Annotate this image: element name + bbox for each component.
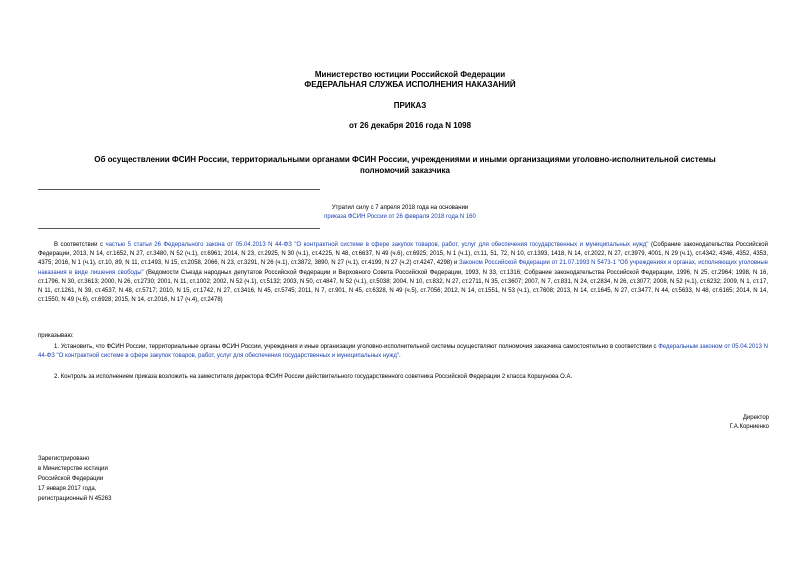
order-item-1: [38, 343, 768, 361]
registration-line2: в Министерстве юстиции: [38, 466, 108, 472]
preamble-text-2: (Собрание законодательства Российской Федерации, 2013, N 14, ст.1652, N 27, ст.3480, N 52 (ч.1), ст.6961; 2014, N 23, ст.2925, N 30 (ч.1), ст.4225, N 48, ст.6637, N 49 (ч.6), ст.6925; 2015, N 1 (ч.1), ст.11, 51, 72, N 10, ст.1393, 1418, N 14, ст.2022, N 27, ст.3979, 4001, N 29 (ч.1), ст.4342, 4346, 4352, 4353, 4375; 2016, N 1 (ч.1), ст.10, 89, N 11, ст.1493, N 15, ст.2058, 2066, N 23, ст.3291, N 26 (ч.1), ст.3872, 3890, N 27 (ч.1), ст.4199, N 27 (ч.2) ст.4247, 4298) и: [38, 242, 768, 267]
preamble-text-3: (Ведомости Съезда народных депутатов Российской Федерации и Верховного Совета Российской Федерации, 1993, N 33, ст.1316; Собрание законодательства Российской Федерации, 1996, N 25, ст.2964; 1998, N 16, ст.1796, N 30, ст.3613; 2000, N 26, ст.2730; 2001, N 11, ст.1002; 2002, N 52 (ч.1), ст.5132; 2003, N 50, ст.4847, N 52 (ч.1), ст.5038; 2004, N 10, ст.832, N 27, ст.2711, N 35, ст.3607; 2007, N 7, ст.831, N 24, ст.2834, N 26, ст.3077; 2008, N 52 (ч.1), ст.6232; 2009, N 1, ст.17, N 11, ст.1261, N 39, ст.4537, N 48, ст.5717; 2010, N 15, ст.1742, N 27, ст.3416, N 45, ст.5745; 2011, N 7, ст.901, N 45, ст.6328, N 49 (ч.5), ст.7056; 2012, N 14, ст.1551, N 53 (ч.1), ст.7608; 2013, N 14, ст.1645, N 27, ст.3477, N 44, ст.5633, N 48, ст.6165; 2014, N 14, ст.1550, N 49 (ч.6), ст.6928; 2015, N 14, ст.2016, N 17 (ч.4), ст.2478): [38, 269, 768, 304]
item1-text-2: .: [398, 353, 401, 360]
divider-bottom: [38, 228, 320, 229]
registration-line3: Российской Федерации: [38, 476, 104, 482]
ministry-name: Министерство юстиции Российской Федерации: [314, 70, 506, 79]
item1-text-1: 1. Установить, что ФСИН России, территориальные органы ФСИН России, учреждения и иные организации уголовно-исполнительной системы осуществляют полномочия заказчика самостоятельно в соответствии с: [54, 344, 659, 350]
document-title-line2: полномочий заказчика: [360, 166, 450, 175]
service-name: ФЕДЕРАЛЬНАЯ СЛУЖБА ИСПОЛНЕНИЯ НАКАЗАНИЙ: [304, 80, 516, 89]
preamble-paragraph: [38, 241, 768, 305]
status-note-text: Утратил силу с 7 апреля 2018 года на основании: [331, 205, 469, 211]
registration-line5: регистрационный N 45263: [38, 496, 112, 502]
registration-line4: 17 января 2017 года,: [38, 486, 97, 492]
signature-position: Директор: [742, 415, 769, 421]
status-note-link[interactable]: приказа ФСИН России от 26 февраля 2018 года N 160: [324, 214, 476, 220]
preamble-text-1: В соответствии с: [54, 242, 106, 248]
law-44fz-link[interactable]: Федеральным законом от 05.04.2013 N 44-ФЗ "О контрактной системе в сфере закупок товаров, работ, услуг для обеспечения государственных и муниципальных нужд": [38, 344, 768, 360]
divider-top: [38, 189, 320, 190]
registration-line1: Зарегистрировано: [38, 456, 90, 462]
document-title-line1: Об осуществлении ФСИН России, территориальными органами ФСИН России, учреждениями и иными организациями уголовно-исполнительной системы: [94, 155, 716, 164]
document-date-number: от 26 декабря 2016 года N 1098: [348, 121, 472, 130]
status-note: [240, 204, 560, 222]
order-item-2: 2. Контроль за исполнением приказа возложить на заместителя директора ФСИН России действительного государственного советника Российской Федерации 2 класса Коршунова О.А.: [54, 374, 573, 380]
order-word: приказываю:: [38, 333, 74, 339]
law-5473-link[interactable]: Законом Российской Федерации от 21.07.1993 N 5473-1 "Об учреждениях и органах, исполняющих уголовные наказания в виде лишения свободы": [38, 260, 768, 276]
law-44fz-article-link[interactable]: частью 5 статьи 26 Федерального закона от 05.04.2013 N 44-ФЗ "О контрактной системе в сфере закупок товаров, работ, услуг для обеспечения государственных и муниципальных нужд": [105, 242, 649, 248]
document-type: ПРИКАЗ: [393, 101, 427, 110]
signature-name: Г.А.Корниенко: [729, 424, 769, 430]
